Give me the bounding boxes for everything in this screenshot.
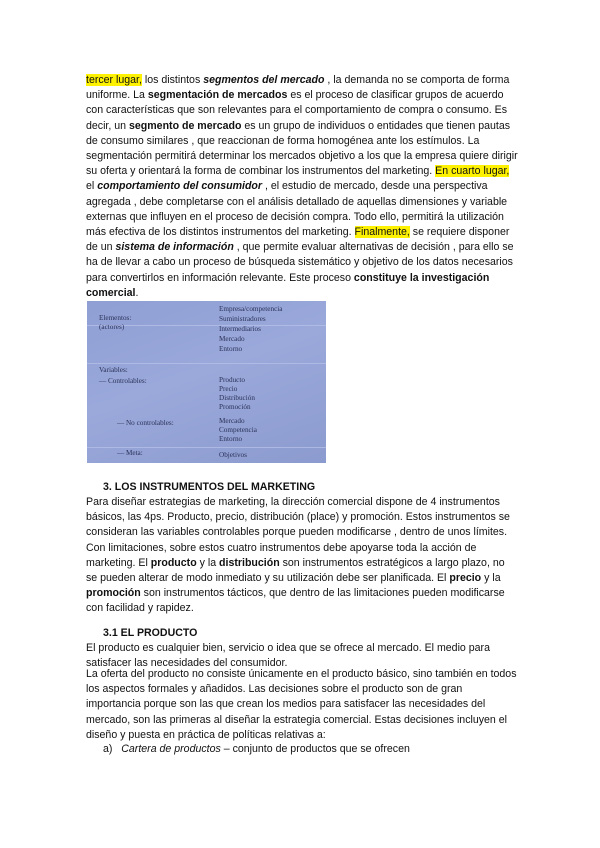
figure-label-controlables: — Controlables:: [99, 377, 147, 385]
figure-item: Producto: [219, 376, 245, 384]
figure-item: Competencia: [219, 426, 257, 434]
intro-text-2: , la demanda no se comporta de forma uniforme. La: [86, 74, 510, 102]
figure-item: Entorno: [219, 345, 243, 353]
term-cartera-de-productos: Cartera de productos: [121, 743, 221, 755]
figure-item: Empresa/competencia: [219, 305, 283, 313]
term-comportamiento-del-consumidor: comportamiento del consumidor: [97, 180, 263, 193]
figure-item: Mercado: [219, 335, 245, 343]
term-sistema-de-informacion: sistema de información: [115, 241, 234, 254]
marketing-elements-figure: [87, 301, 326, 463]
highlight-en-cuarto-lugar: En cuarto lugar,: [435, 165, 510, 178]
section-3-text-5: son instrumentos tácticos, que dentro de las limitaciones pueden modificarse con facilidad y rapidez.: [86, 587, 505, 615]
figure-label-meta: — Meta:: [117, 449, 143, 457]
figure-item: Precio: [219, 385, 238, 393]
figure-label-no-controlables: — No controlables:: [117, 419, 174, 427]
intro-text-3: es el proceso de clasificar grupos de acuerdo con características que son relevantes para el comportamiento de compra o consumo. Es decir, un: [86, 89, 508, 132]
figure-item: Intermediarios: [219, 325, 261, 333]
section-3-text-3: son instrumentos estratégicos a largo plazo, no se pueden alterar de modo inmediato y su utilización debe ser planificada. El: [86, 556, 505, 585]
term-segmento-de-mercado: segmento de mercado: [129, 119, 242, 132]
intro-text-9: .: [135, 286, 139, 299]
figure-label-variables: Variables:: [99, 366, 128, 374]
intro-text-8: , que permite evaluar alternativas de decisión , para ello se ha de llevar a cabo un proceso de búsqueda sistemático y objetivo de los datos necesarios para convertirlos en información relevante. Este proceso: [86, 241, 514, 284]
term-segmentacion-de-mercados: segmentación de mercados: [147, 89, 288, 102]
intro-text-1: los distintos: [141, 74, 204, 86]
section-3-text-2: y la: [196, 556, 220, 569]
intro-text-6: , el estudio de mercado, desde una perspectiva agregada , debe completarse con el análisis detallado de aquellas dimensiones y variable externas que influyen en el proceso de decisión compra. Todo ello, permitirá la utilización más efectiva de los distintos instrumentos del marketing.: [86, 180, 508, 239]
list-item-a-text: – conjunto de productos que se ofrecen: [220, 743, 410, 755]
list-item-a: [103, 743, 410, 755]
section-3-heading: 3. LOS INSTRUMENTOS DEL MARKETING: [103, 481, 316, 493]
figure-divider: [87, 447, 326, 448]
section-3-1-heading: 3.1 EL PRODUCTO: [103, 627, 198, 639]
section-3-paragraph: [86, 495, 518, 617]
highlight-tercer-lugar: tercer lugar,: [86, 74, 142, 86]
term-distribucion: distribución: [219, 556, 280, 569]
figure-item: Entorno: [219, 435, 243, 443]
term-investigacion-comercial: constituye la investigación comercial: [86, 271, 490, 299]
figure-label-elementos: Elementos:: [99, 314, 132, 322]
section-3-text-4: y la: [481, 572, 501, 585]
figure-item: Suministradores: [219, 315, 266, 323]
section-3-1-paragraph-1: El producto es cualquier bien, servicio o idea que se ofrece al mercado. El medio para satisfacer las necesidades del consumidor.: [86, 642, 490, 670]
figure-item: Objetivos: [219, 451, 247, 459]
intro-text-4: es un grupo de individuos o entidades que tienen pautas de consumo similares , que reaccionan de forma homogénea ante los estímulos. La segmentación permitirá determinar los mercados objetivo a los que la empresa quiere dirigir su oferta y orientará la forma de combinar los instrumentos del marketing.: [86, 119, 518, 178]
figure-item: Distribución: [219, 394, 255, 402]
term-segmentos-del-mercado: segmentos del mercado: [203, 74, 325, 86]
figure-divider: [87, 363, 326, 364]
intro-paragraph: [86, 73, 518, 301]
intro-text-7: se requiere disponer de un: [86, 226, 510, 254]
figure-label-actores: (actores): [99, 323, 125, 331]
term-producto: producto: [150, 556, 197, 569]
intro-text-5: el: [86, 180, 98, 193]
figure-item: Mercado: [219, 417, 245, 425]
section-3-1-paragraph-2: La oferta del producto no consiste únicamente en el producto básico, sino también en todos los aspectos formales y añadidos. Las decisiones sobre el producto son de gran importancia porque son las que crean los medios para satisfacer las necesidades del mercado, son las primeras al diseñar la estrategia comercial. Estas decisiones incluyen el diseño y puesta en práctica de políticas relativas a:: [86, 668, 517, 741]
term-precio: precio: [449, 572, 482, 585]
section-3-text-1: Para diseñar estrategias de marketing, la dirección comercial dispone de 4 instrumentos básicos, las 4ps. Producto, precio, distribución (place) y promoción. Estos instrumentos se consideran las variables controlables porque pueden modificarse , dentro de unos límites. Con limitaciones, sobre estos cuatro instrumentos debe apoyarse toda la acción de marketing. El: [86, 496, 510, 569]
figure-item: Promoción: [219, 403, 251, 411]
list-marker: a): [103, 743, 113, 755]
term-promocion: promoción: [86, 587, 141, 600]
highlight-finalmente: Finalmente,: [354, 226, 410, 239]
